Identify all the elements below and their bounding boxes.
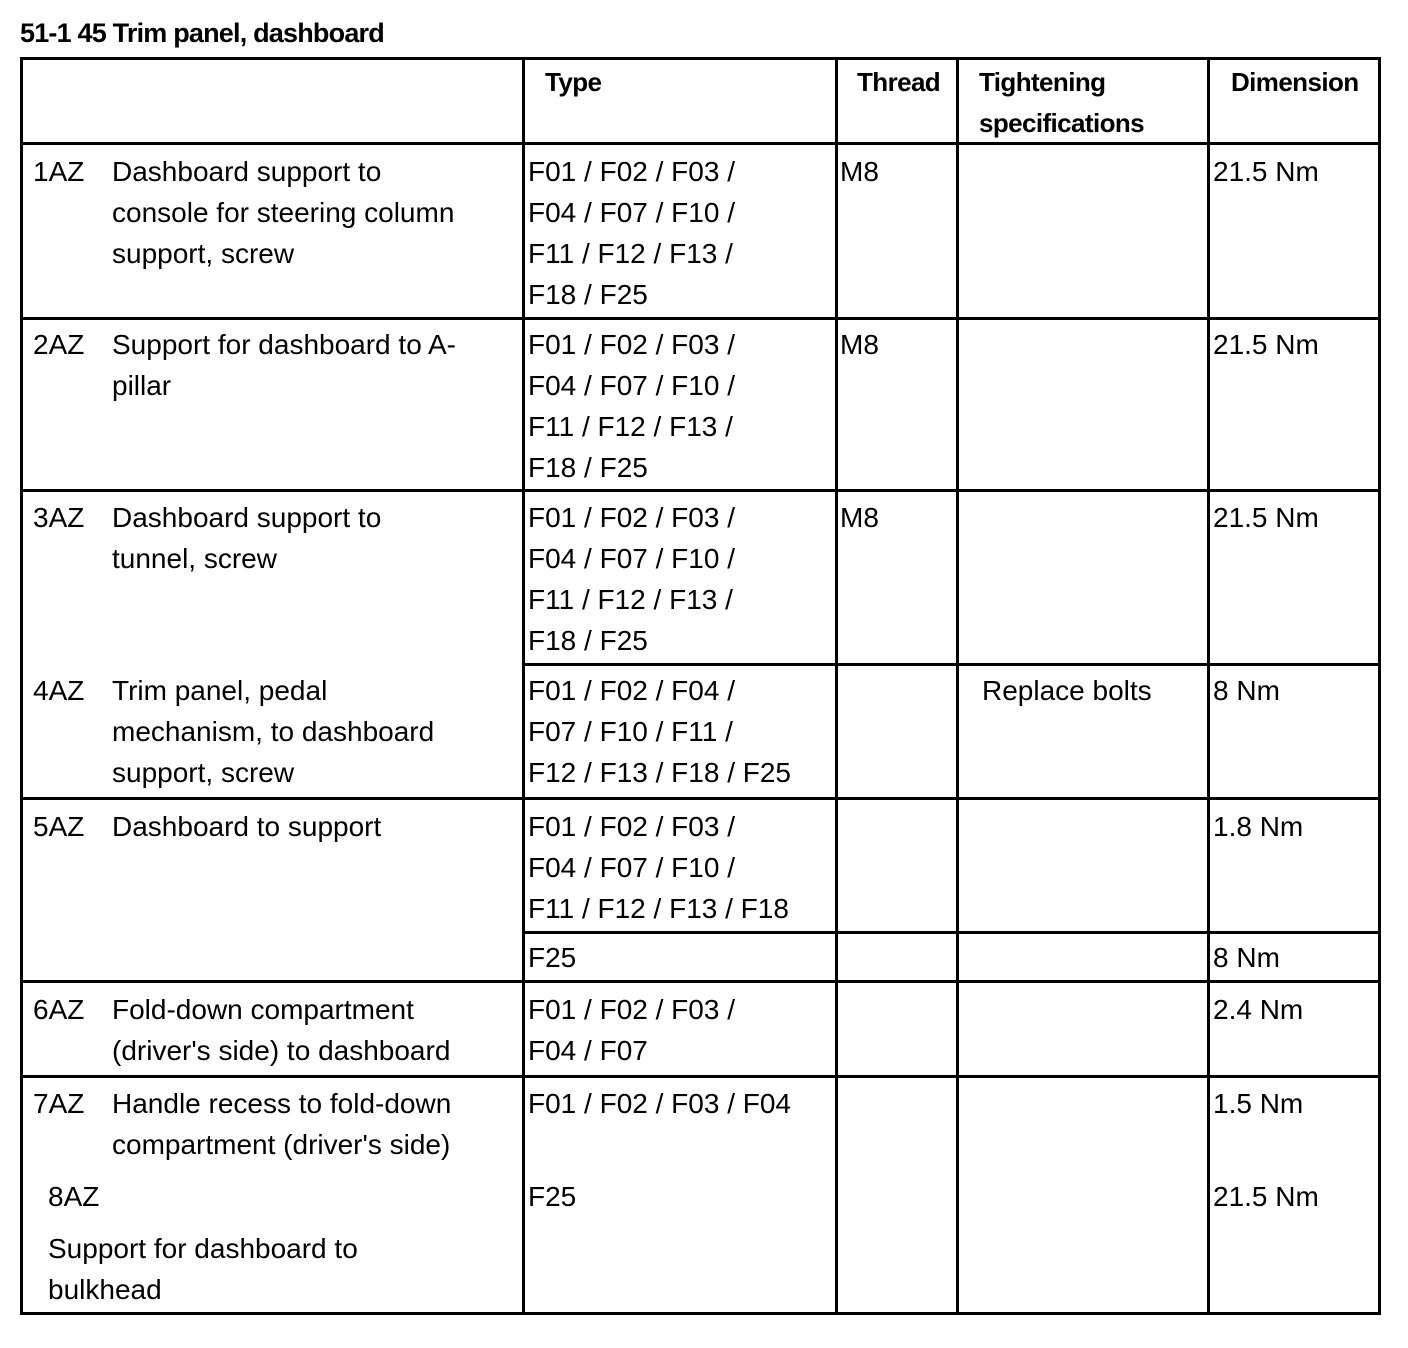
header-dimension: Dimension [1231, 67, 1359, 97]
row-type: F18 / F25 [528, 625, 648, 656]
row-type: F11 / F12 / F13 / F18 [528, 893, 789, 924]
row-description: bulkhead [48, 1274, 162, 1305]
row-id: 5AZ [33, 811, 85, 842]
row-thread: M8 [840, 329, 879, 360]
row-type: F01 / F02 / F03 / F04 [528, 1088, 792, 1119]
row-type: F04 / F07 / F10 / [528, 370, 735, 401]
row-thread: M8 [840, 502, 879, 533]
row-type: F04 / F07 [528, 1035, 648, 1066]
row-description: Support for dashboard to [48, 1233, 358, 1264]
row-description: Dashboard support to [112, 502, 382, 533]
row-type: F11 / F12 / F13 / [528, 238, 733, 269]
row-description: Trim panel, pedal [112, 675, 328, 706]
header-tightening: Tightening [979, 67, 1106, 97]
row-type: F01 / F02 / F03 / [528, 811, 735, 842]
row-id: 8AZ [48, 1181, 100, 1212]
row-description: support, screw [112, 238, 295, 269]
column-divider [956, 57, 959, 1315]
row-description: Fold-down compartment [112, 994, 414, 1025]
row-type: F12 / F13 / F18 / F25 [528, 757, 792, 788]
row-dimension: 1.5 Nm [1213, 1088, 1304, 1119]
row-type: F01 / F02 / F03 / [528, 994, 735, 1025]
row-type: F18 / F25 [528, 279, 648, 310]
header-thread: Thread [857, 67, 941, 97]
row-dimension: 21.5 Nm [1213, 156, 1319, 187]
row-description: Dashboard support to [112, 156, 382, 187]
column-divider [20, 57, 23, 1315]
row-divider [20, 142, 1381, 145]
column-divider [522, 57, 525, 1315]
column-divider [835, 57, 838, 1315]
row-id: 3AZ [33, 502, 85, 533]
row-description: console for steering column [112, 197, 455, 228]
row-divider [522, 663, 1381, 666]
row-type: F07 / F10 / F11 / [528, 716, 733, 747]
row-divider [20, 1075, 1381, 1078]
row-type: F11 / F12 / F13 / [528, 411, 733, 442]
row-divider [20, 317, 1381, 320]
row-dimension: 8 Nm [1213, 942, 1280, 973]
row-divider [20, 489, 1381, 492]
row-dimension: 8 Nm [1213, 675, 1280, 706]
row-type: F04 / F07 / F10 / [528, 852, 735, 883]
row-divider [20, 57, 1381, 60]
row-id: 7AZ [33, 1088, 85, 1119]
row-description: Support for dashboard to A- [112, 329, 456, 360]
page-title: 51-1 45 Trim panel, dashboard [20, 18, 384, 48]
row-type: F25 [528, 942, 577, 973]
row-dimension: 2.4 Nm [1213, 994, 1304, 1025]
row-id: 4AZ [33, 675, 85, 706]
row-divider [522, 931, 1381, 934]
row-divider [20, 797, 1381, 800]
row-tightening: Replace bolts [982, 675, 1152, 706]
column-divider [1378, 57, 1381, 1315]
header-type: Type [545, 67, 602, 97]
row-thread: M8 [840, 156, 879, 187]
row-dimension: 1.8 Nm [1213, 811, 1304, 842]
row-type: F25 [528, 1181, 577, 1212]
row-type: F01 / F02 / F03 / [528, 329, 735, 360]
row-description: compartment (driver's side) [112, 1129, 451, 1160]
row-id: 1AZ [33, 156, 85, 187]
row-type: F18 / F25 [528, 452, 648, 483]
row-id: 6AZ [33, 994, 85, 1025]
row-dimension: 21.5 Nm [1213, 1181, 1319, 1212]
row-id: 2AZ [33, 329, 85, 360]
row-description: (driver's side) to dashboard [112, 1035, 451, 1066]
row-description: mechanism, to dashboard [112, 716, 435, 747]
row-divider [20, 980, 1381, 983]
row-description: support, screw [112, 757, 295, 788]
row-dimension: 21.5 Nm [1213, 502, 1319, 533]
row-dimension: 21.5 Nm [1213, 329, 1319, 360]
row-divider [20, 1312, 1381, 1315]
row-description: Dashboard to support [112, 811, 382, 842]
row-description: Handle recess to fold-down [112, 1088, 452, 1119]
row-type: F01 / F02 / F03 / [528, 156, 735, 187]
row-description: tunnel, screw [112, 543, 277, 574]
row-type: F11 / F12 / F13 / [528, 584, 733, 615]
header-tightening: specifications [979, 108, 1144, 138]
row-type: F01 / F02 / F04 / [528, 675, 735, 706]
row-description: pillar [112, 370, 172, 401]
row-type: F04 / F07 / F10 / [528, 543, 735, 574]
row-type: F01 / F02 / F03 / [528, 502, 735, 533]
column-divider [1207, 57, 1210, 1315]
row-type: F04 / F07 / F10 / [528, 197, 735, 228]
